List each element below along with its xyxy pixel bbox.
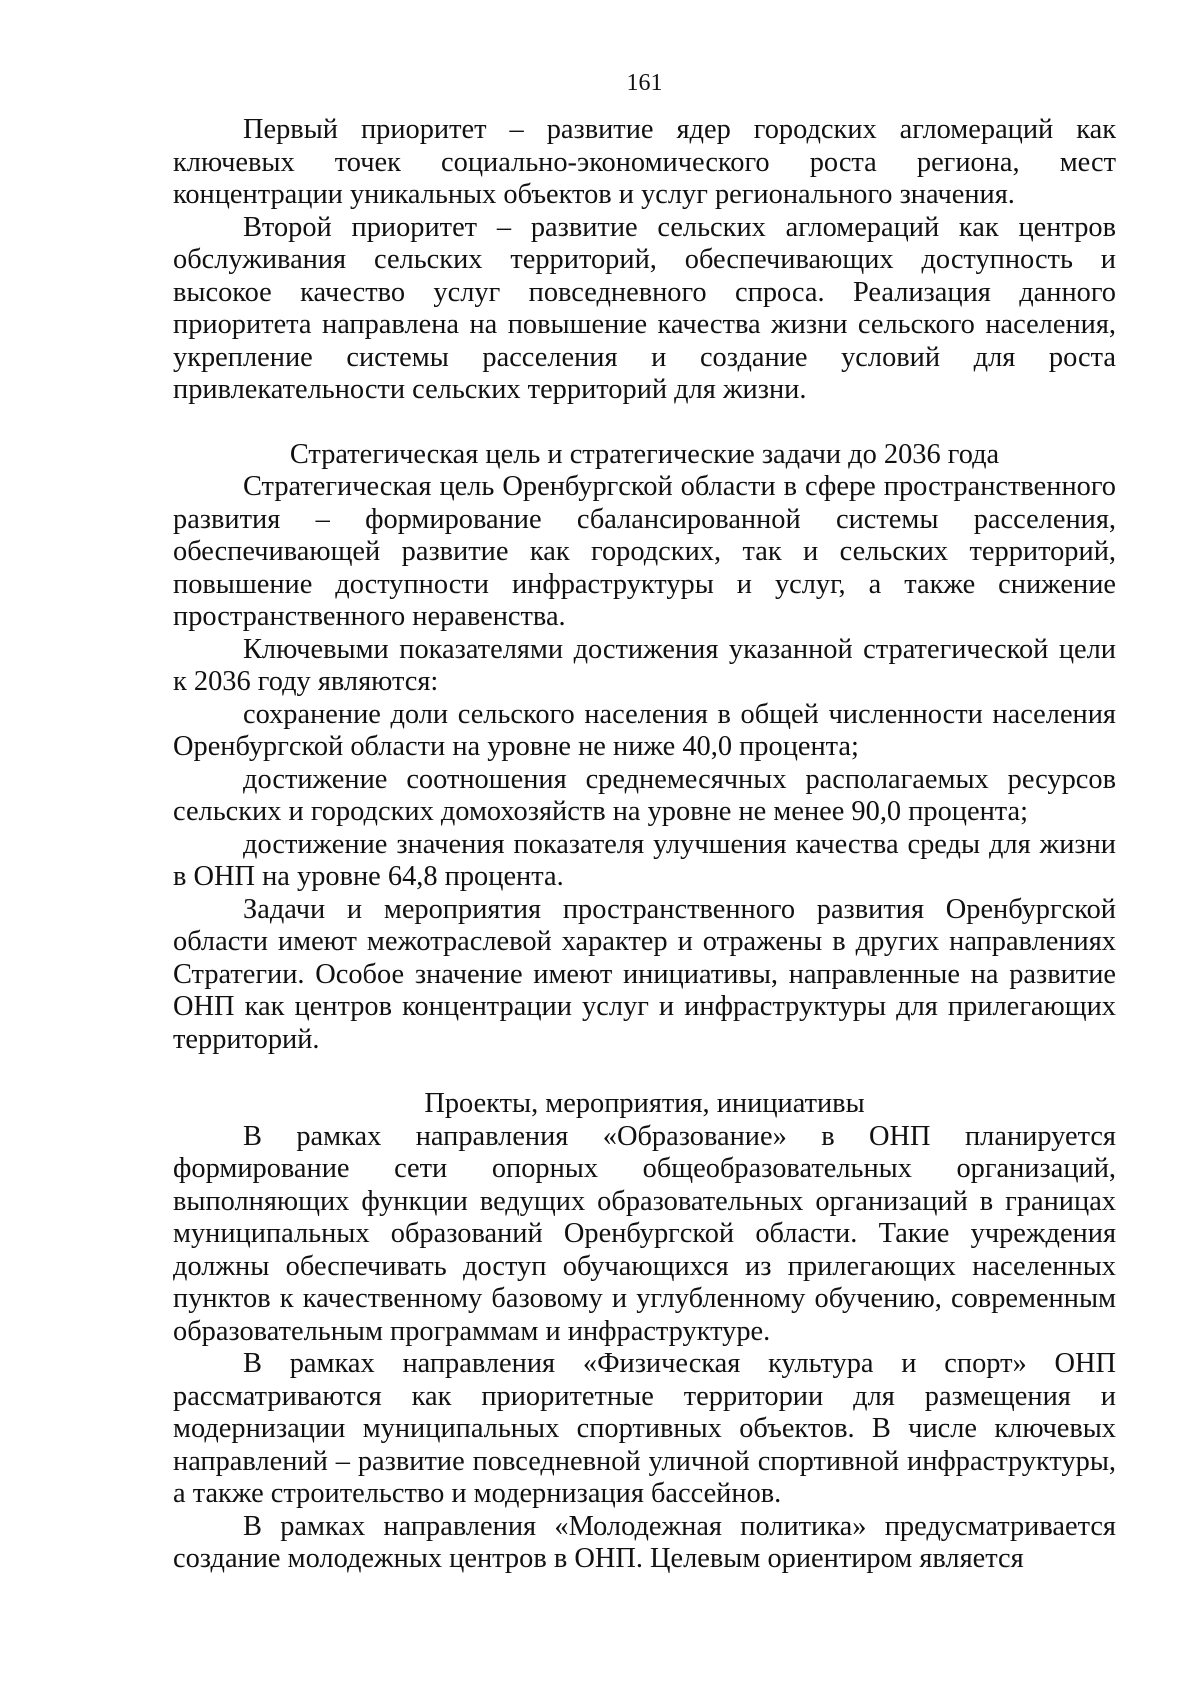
paragraph: Второй приоритет – развитие сельских агломераций как центров обслуживания сельских территорий, обеспечивающих доступность и высокое качество услуг повседневного спроса. Реализация данного приоритета направлена на повышение качества жизни сельского населения, укрепление системы расселения и создание условий для роста привлекательности сельских территорий для жизни. — [173, 211, 1116, 405]
paragraph: достижение соотношения среднемесячных располагаемых ресурсов сельских и городских домохозяйств на уровне не менее 90,0 процента; — [173, 763, 1116, 827]
paragraph: достижение значения показателя улучшения качества среды для жизни в ОНП на уровне 64,8 процента. — [173, 828, 1116, 892]
paragraph: сохранение доли сельского населения в общей численности населения Оренбургской области на уровне не ниже 40,0 процента; — [173, 698, 1116, 762]
section-spacer — [173, 1056, 1116, 1088]
paragraph: В рамках направления «Молодежная политика» предусматривается создание молодежных центров в ОНП. Целевым ориентиром является — [173, 1510, 1116, 1574]
paragraph: Ключевыми показателями достижения указанной стратегической цели к 2036 году являются: — [173, 633, 1116, 697]
paragraph: Задачи и мероприятия пространственного развития Оренбургской области имеют межотраслевой характер и отражены в других направлениях Стратегии. Особое значение имеют инициативы, направленные на развитие ОНП как центров концентрации услуг и инфраструктуры для прилегающих территорий. — [173, 893, 1116, 1055]
paragraph: Стратегическая цель Оренбургской области в сфере пространственного развития – формирование сбалансированной системы расселения, обеспечивающей развитие как городских, так и сельских территорий, повышение доступности инфраструктуры и услуг, а также снижение пространственного неравенства. — [173, 471, 1116, 632]
page-number: 161 — [626, 70, 663, 96]
document-page — [173, 68, 1116, 1576]
section-heading: Проекты, мероприятия, инициативы — [424, 1088, 865, 1119]
paragraph: В рамках направления «Физическая культура и спорт» ОНП рассматриваются как приоритетные территории для размещения и модернизации муниципальных спортивных объектов. В числе ключевых направлений – развитие повседневной уличной спортивной инфраструктуры, а также строительство и модернизация бассейнов. — [173, 1348, 1116, 1509]
paragraph: Первый приоритет – развитие ядер городских агломераций как ключевых точек социально-экономического роста региона, мест концентрации уникальных объектов и услуг регионального значения. — [173, 114, 1116, 210]
section-heading: Стратегическая цель и стратегические задачи до 2036 года — [289, 438, 1000, 470]
paragraph: В рамках направления «Образование» в ОНП планируется формирование сети опорных общеобразовательных организаций, выполняющих функции ведущих образовательных организаций в границах муниципальных образований Оренбургской области. Такие учреждения должны обеспечивать доступ обучающихся из прилегающих населенных пунктов к качественному базовому и углубленному обучению, современным образовательным программам и инфраструктуре. — [173, 1120, 1116, 1347]
section-spacer — [173, 407, 1116, 439]
